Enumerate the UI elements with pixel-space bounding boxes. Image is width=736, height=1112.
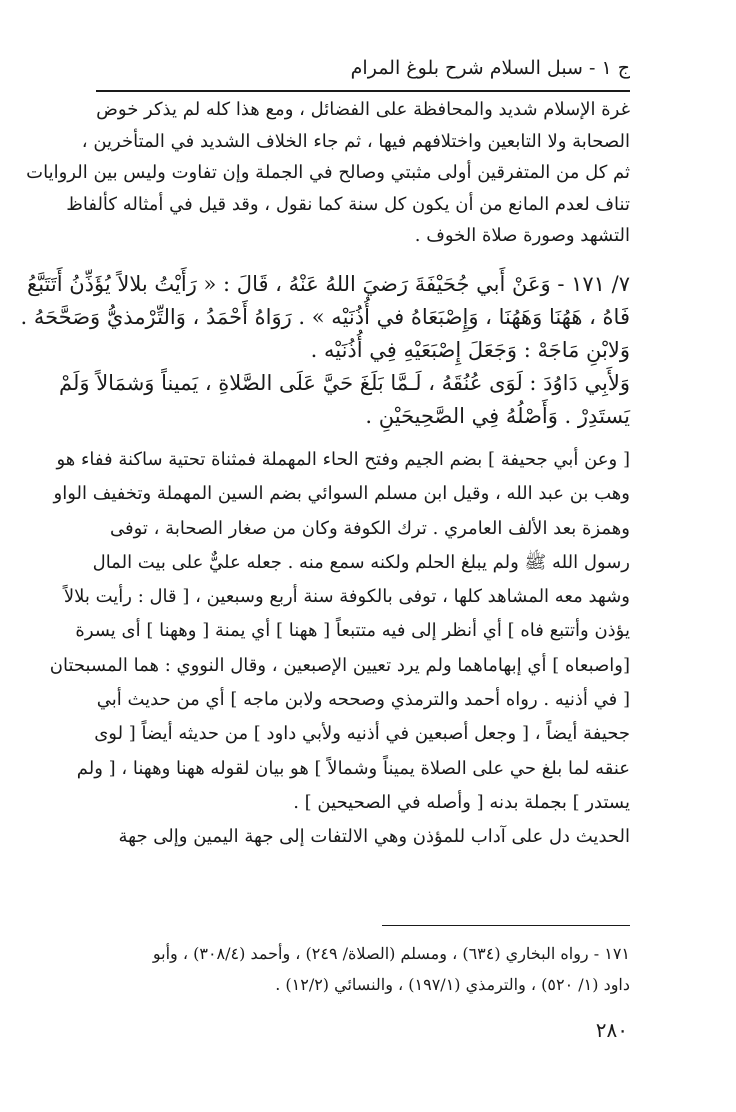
header-rule xyxy=(96,90,630,92)
page-body xyxy=(20,94,630,855)
hadith-line: ٧/ ١٧١ - وَعَنْ أَبي جُحَيْفَةَ رَضيَ اللهُ عَنْهُ ، قَالَ : « رَأَيْتُ بلالاً يُؤَذِّنُ أَتَتَبَّعُ xyxy=(27,271,630,296)
hadith-line: فَاهُ ، هَهُنَا وَهَهُنَا ، وَإِصْبَعَاهُ في أُذُنَيْه » . رَوَاهُ أَحْمَدُ ، وَالتِّرْمذيُّ وَصَحَّحَهُ . xyxy=(20,304,630,329)
footnote-rule xyxy=(382,925,630,926)
text-line: يستدر ] بجملة بدنه [ وأصله في الصحيحين ] . xyxy=(293,791,630,813)
footnote-line: ١٧١ - رواه البخاري (٦٣٤) ، ومسلم (الصلاة/ ٢٤٩) ، وأحمد (٣٠٨/٤) ، وأبو xyxy=(152,944,630,963)
text-line: وهب بن عبد الله ، وقيل ابن مسلم السوائي بضم السين المهملة وتخفيف الواو xyxy=(53,483,630,505)
header-title: ج ١ - سبل السلام شرح بلوغ المرام xyxy=(350,57,630,79)
running-header xyxy=(96,48,630,88)
spacer xyxy=(96,433,630,443)
text-line: عنقه لما بلغ حي على الصلاة يميناً وشمالاً ] هو بيان لقوله ههنا وههنا ، [ ولم xyxy=(76,757,630,779)
text-line: ثم كل من المتفرقين أولى مثبتي وصالح في الجملة وإن تفاوت وليس بين الروايات xyxy=(26,162,630,184)
text-line: وهمزة بعد الألف العامري . ترك الكوفة وكان من صغار الصحابة ، توفى xyxy=(110,517,630,539)
text-line: غرة الإسلام شديد والمحافظة على الفضائل ، ومع هذا كله لم يذكر خوض xyxy=(96,99,630,120)
text-line: يؤذن وأتتبع فاه ] أي أنظر إلى فيه متتبعاً [ ههنا ] أي يمنة [ وههنا ] أى يسرة xyxy=(75,620,630,642)
page-number: ٢٨٠ xyxy=(595,1018,628,1042)
text-line: التشهد وصورة صلاة الخوف . xyxy=(414,225,630,247)
text-line: الصحابة ولا التابعين واختلافهم فيها ، ثم جاء الخلاف الشديد في المتأخرين ، xyxy=(81,130,630,152)
text-line: رسول الله ﷺ ولم يبلغ الحلم ولكنه سمع منه . جعله عليٌّ على بيت المال xyxy=(92,551,630,573)
intro-paragraph xyxy=(26,94,630,252)
text-line: وشهد معه المشاهد كلها ، توفى بالكوفة سنة أربع وسبعين ، [ قال : رأيت بلالاً xyxy=(63,586,630,608)
spacer xyxy=(96,252,630,268)
text-line: الحديث دل على آداب للمؤذن وهي الالتفات إلى جهة اليمين وإلى جهة xyxy=(118,826,630,848)
text-line: [ في أذنيه . رواه أحمد والترمذي وصححه ولابن ماجه ] أي من حديث أبي xyxy=(96,689,630,711)
hadith-abu-dawud-line: وَلأَبِي دَاوُدَ : لَوَى عُنُقَهُ ، لَـمَّا بَلَغَ حَيَّ عَلَى الصَّلاةِ ، يَميناً وَشمَالاً وَلَمْ xyxy=(59,370,630,395)
footnote xyxy=(96,938,630,1000)
commentary-paragraph xyxy=(49,443,630,855)
hadith-ibn-majah-line: وَلابْنِ مَاجَهْ : وَجَعَلَ إِصْبَعَيْهِ فِي أُذُنَيْه . xyxy=(310,337,630,362)
text-line: تناف لعدم المانع من أن يكون كل سنة كما نقول ، وقد قيل في أمثاله كألفاظ xyxy=(66,193,630,215)
text-line: [واصبعاه ] أي إبهاماهما ولم يرد تعيين الإصبعين ، وقال النووي : هما المسبحتان xyxy=(49,654,630,676)
text-line: [ وعن أبي جحيفة ] بضم الجيم وفتح الحاء المهملة فمثناة تحتية ساكنة ففاء هو xyxy=(56,448,630,470)
text-line: جحيفة أيضاً ، [ وجعل أصبعين في أذنيه ولأبي داود ] من حديثه أيضاً [ لوى xyxy=(94,723,630,745)
hadith-block xyxy=(20,268,630,433)
hadith-abu-dawud-line: يَستَدِرْ . وَأَصْلُهُ فِي الصَّحِيحَيْنِ . xyxy=(365,403,630,428)
footnote-line: داود (١/ ٥٢٠) ، والترمذي (١٩٧/١) ، والنسائي (١٢/٢) . xyxy=(275,975,630,994)
